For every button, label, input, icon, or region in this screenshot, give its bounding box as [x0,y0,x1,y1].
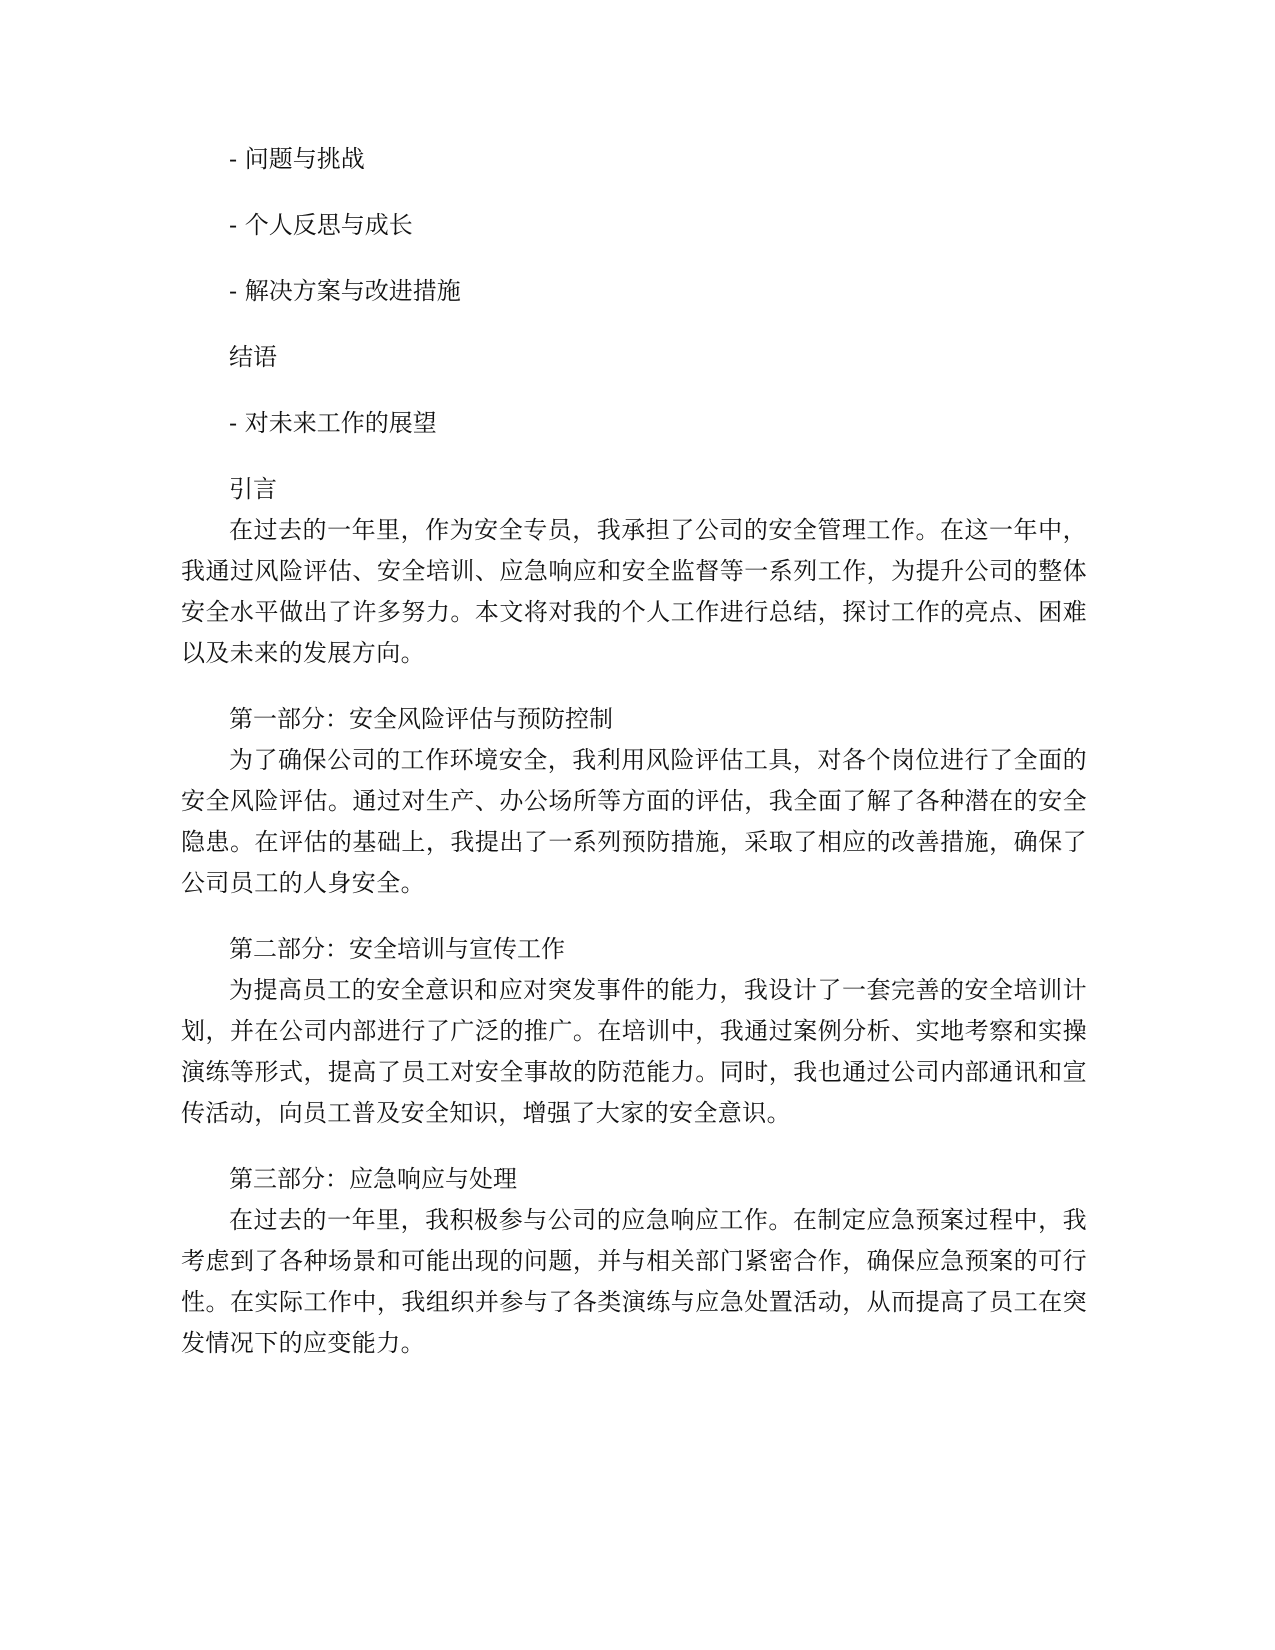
outline-heading-conclusion: 结语 [229,343,277,371]
section-heading-introduction: 引言 [229,475,277,503]
document-body [181,138,1087,1364]
section-body-risk-assessment: 为了确保公司的工作环境安全，我利用风险评估工具，对各个岗位进行了全面的安全风险评估。通过对生产、办公场所等方面的评估，我全面了解了各种潜在的安全隐患。在评估的基础上，我提出了一系列预防措施，采取了相应的改善措施，确保了公司员工的人身安全。 [181,746,1087,897]
section-body-training: 为提高员工的安全意识和应对突发事件的能力，我设计了一套完善的安全培训计划，并在公司内部进行了广泛的推广。在培训中，我通过案例分析、实地考察和实操演练等形式，提高了员工对安全事故的防范能力。同时，我也通过公司内部通讯和宣传活动，向员工普及安全知识，增强了大家的安全意识。 [181,976,1087,1127]
section-body-emergency-response: 在过去的一年里，我积极参与公司的应急响应工作。在制定应急预案过程中，我考虑到了各种场景和可能出现的问题，并与相关部门紧密合作，确保应急预案的可行性。在实际工作中，我组织并参与了各类演练与应急处置活动，从而提高了员工在突发情况下的应变能力。 [181,1206,1087,1357]
outline-item-solutions: - 解决方案与改进措施 [229,277,461,305]
section-heading-risk-assessment: 第一部分：安全风险评估与预防控制 [229,705,613,733]
outline-item-problems: - 问题与挑战 [229,145,365,173]
outline-item-outlook: - 对未来工作的展望 [229,409,437,437]
outline-item-reflection: - 个人反思与成长 [229,211,413,239]
section-heading-emergency-response: 第三部分：应急响应与处理 [229,1165,517,1193]
intro-paragraph: 在过去的一年里，作为安全专员，我承担了公司的安全管理工作。在这一年中，我通过风险评估、安全培训、应急响应和安全监督等一系列工作，为提升公司的整体安全水平做出了许多努力。本文将对我的个人工作进行总结，探讨工作的亮点、困难以及未来的发展方向。 [181,516,1087,667]
section-heading-training: 第二部分：安全培训与宣传工作 [229,935,565,963]
